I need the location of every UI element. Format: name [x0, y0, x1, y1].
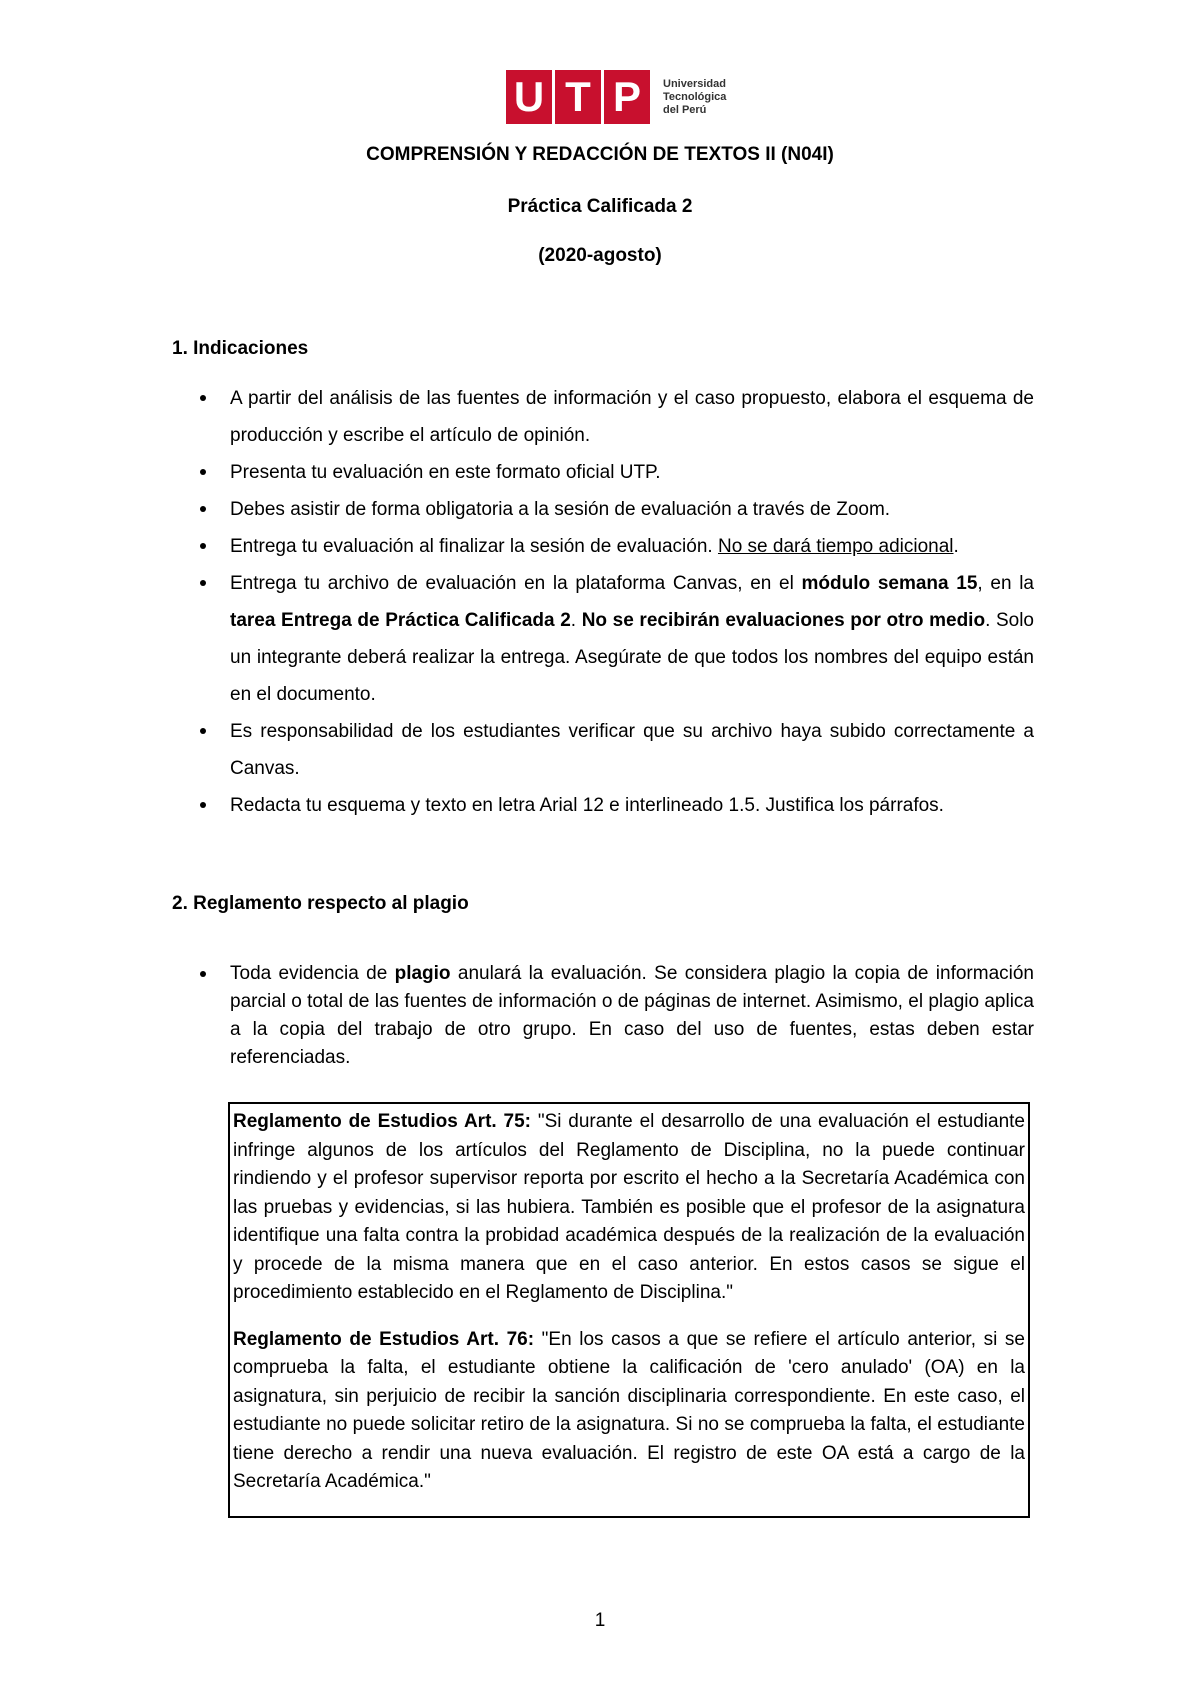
article-75 — [233, 1108, 1025, 1308]
list-item — [172, 380, 1034, 454]
logo-line: del Perú — [663, 103, 707, 116]
article-text: "Si durante el desarrollo de una evaluación el estudiante infringe algunos de los artículos del Reglamento de Disciplina, no la puede continuar rindiendo y el profesor supervisor reporta por escrito el hecho a la Secretaría Académica con las pruebas y evidencias, si las hubiera. También es posible que el profesor de la asignatura identifique una falta contra la probidad académica después de la realización de la evaluación y procede de la misma manera que en el caso anterior. En estos casos se sigue el procedimiento establecido en el Reglamento de Disciplina." — [233, 1111, 1025, 1303]
list-item — [172, 713, 1034, 787]
list-item-text: . — [953, 536, 959, 557]
list-item-text: . — [570, 610, 582, 631]
section-heading-indicaciones: 1. Indicaciones — [172, 338, 309, 359]
document-date: (2020-agosto) — [538, 245, 662, 266]
underlined-note: No se dará tiempo adicional — [717, 536, 954, 557]
list-item — [172, 454, 1034, 491]
list-item-text: anulará la evaluación. Se considera plagio la copia de información parcial o total de las fuentes de información o de páginas de internet. Asimismo, el plagio aplica a la copia del trabajo de otro grupo. En caso del uso de fuentes, estas deben estar referenciadas. — [230, 963, 1034, 1068]
bold-text: No se recibirán evaluaciones por otro medio — [581, 610, 986, 631]
list-item-text: A partir del análisis de las fuentes de información y el caso propuesto, elabora el esquema de producción y escribe el artículo de opinión. — [230, 388, 1034, 446]
list-item-text: Presenta tu evaluación en este formato oficial UTP. — [230, 462, 661, 483]
logo-wordmark — [663, 78, 726, 117]
document-subtitle: Práctica Calificada 2 — [507, 196, 693, 217]
list-item — [172, 565, 1034, 713]
logo-letter-p: P — [604, 70, 650, 124]
list-item-text: Entrega tu evaluación al finalizar la sesión de evaluación. — [230, 536, 718, 557]
section-heading-plagio: 2. Reglamento respecto al plagio — [172, 893, 469, 914]
list-item — [172, 787, 1034, 824]
bold-text: plagio — [394, 963, 451, 984]
logo-letter-t: T — [555, 70, 601, 124]
article-text: "En los casos a que se refiere el artículo anterior, si se comprueba la falta, el estudiante obtiene la calificación de 'cero anulado' (OA) en la asignatura, sin perjuicio de recibir la sanción disciplinaria correspondiente. En este caso, el estudiante no puede solicitar retiro de la asignatura. Si no se comprueba la falta, el estudiante tiene derecho a rendir una nueva evaluación. El registro de este OA está a cargo de la Secretaría Académica." — [233, 1328, 1025, 1492]
article-label: Reglamento de Estudios Art. 76: — [233, 1328, 535, 1350]
utp-logo — [506, 70, 726, 124]
bold-text: tarea Entrega de Práctica Calificada 2 — [230, 610, 571, 631]
page-number: 1 — [594, 1610, 606, 1631]
list-item-text: Entrega tu archivo de evaluación en la plataforma Canvas, en el — [230, 573, 802, 594]
list-item — [172, 960, 1034, 1072]
logo-letter-u: U — [506, 70, 552, 124]
course-title: COMPRENSIÓN Y REDACCIÓN DE TEXTOS II (N04I) — [366, 144, 834, 165]
article-label: Reglamento de Estudios Art. 75: — [233, 1111, 531, 1132]
list-item-text: Debes asistir de forma obligatoria a la sesión de evaluación a través de Zoom. — [230, 499, 891, 520]
list-item-text: Redacta tu esquema y texto en letra Arial 12 e interlineado 1.5. Justifica los párrafos. — [230, 795, 944, 816]
list-item — [172, 528, 1034, 565]
reglamento-box — [228, 1102, 1030, 1518]
list-item-text: Toda evidencia de — [230, 963, 395, 984]
list-item-text: , en la — [977, 573, 1035, 594]
logo-line: Tecnológica — [663, 90, 727, 103]
list-item-text: Es responsabilidad de los estudiantes verificar que su archivo haya subido correctamente a Canvas. — [230, 721, 1034, 779]
list-item — [172, 491, 1034, 528]
bold-text: módulo semana 15 — [801, 573, 978, 594]
indicaciones-list — [172, 380, 1034, 824]
article-76 — [233, 1326, 1025, 1497]
list-item-text: . Solo un integrante deberá realizar la entrega. Asegúrate de que todos los nombres del equipo están en el documento. — [230, 610, 1035, 705]
plagio-list — [172, 960, 1034, 1072]
logo-line: Universidad — [663, 77, 726, 90]
